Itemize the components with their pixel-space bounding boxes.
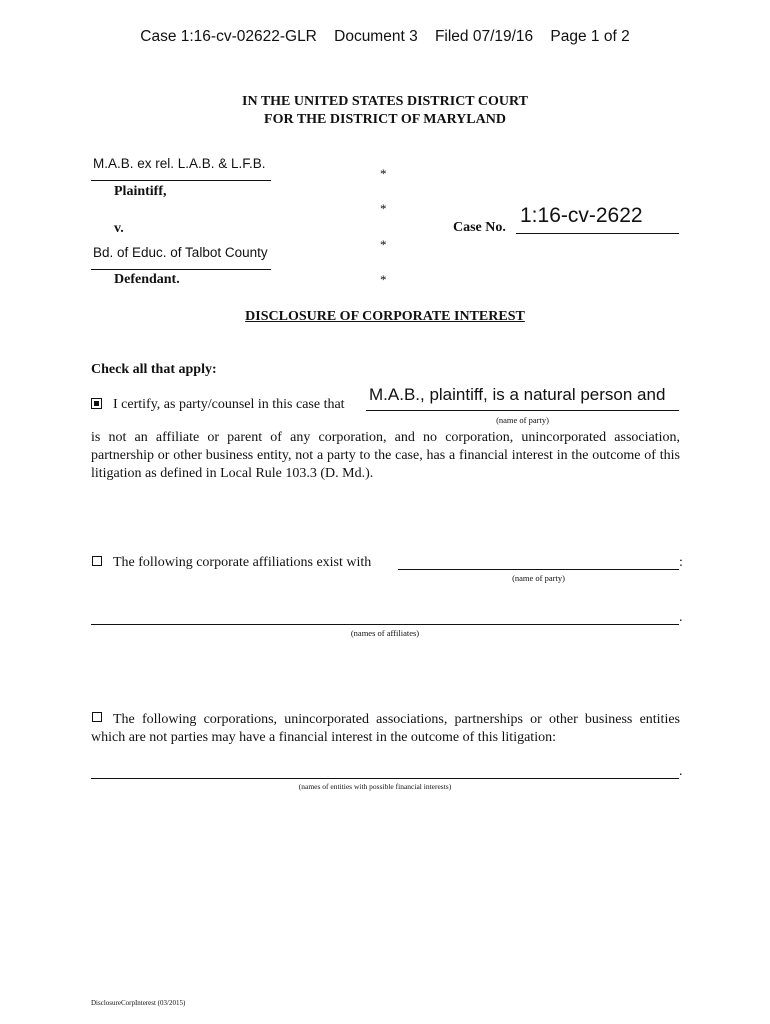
option2-affiliates-caption: (names of affiliates) bbox=[350, 628, 420, 638]
option2-affiliates-field[interactable] bbox=[91, 606, 679, 623]
option3-entities-field[interactable] bbox=[91, 760, 679, 777]
caption-separator-star: * bbox=[380, 166, 387, 181]
option1-paragraph: is not an affiliate or parent of any corporation, and no corporation, unincorporated association, partnership or other business entity, not a party to the case, has a financial interest in the outcome of this litigation as defined in Local Rule 103.3 (D. Md.). bbox=[91, 430, 680, 481]
option2-colon: : bbox=[679, 555, 683, 570]
form-footer-id: DisclosureCorpInterest (03/2015) bbox=[91, 999, 186, 1007]
case-number-underline bbox=[516, 233, 679, 234]
check-all-heading: Check all that apply: bbox=[91, 362, 217, 377]
option1-statement: I certify, as party/counsel in this case that bbox=[113, 397, 345, 412]
document-title: DISCLOSURE OF CORPORATE INTEREST bbox=[245, 309, 525, 324]
option2-party-field[interactable] bbox=[398, 552, 678, 569]
plaintiff-label: Plaintiff, bbox=[114, 184, 167, 199]
option3-entities-caption: (names of entities with possible financial interests) bbox=[298, 782, 452, 791]
court-name-line1: IN THE UNITED STATES DISTRICT COURT bbox=[242, 94, 528, 109]
option2-statement: The following corporate affiliations exist with bbox=[113, 555, 372, 570]
case-header bbox=[0, 28, 770, 46]
option3-entities-underline bbox=[91, 778, 679, 779]
header-document: Document 3 bbox=[334, 28, 418, 45]
plaintiff-name-field[interactable]: M.A.B. ex rel. L.A.B. & L.F.B. bbox=[93, 156, 266, 171]
defendant-label: Defendant. bbox=[114, 272, 180, 287]
header-page: Page 1 of 2 bbox=[550, 28, 630, 45]
defendant-name-underline bbox=[91, 269, 271, 270]
option3-period: . bbox=[679, 764, 683, 779]
option1-checkbox[interactable] bbox=[91, 398, 102, 409]
header-case-number: Case 1:16-cv-02622-GLR bbox=[140, 28, 317, 45]
case-number-field[interactable]: 1:16-cv-2622 bbox=[520, 204, 643, 227]
case-number-label: Case No. bbox=[453, 220, 506, 235]
option2-affiliates-underline bbox=[91, 624, 679, 625]
versus-label: v. bbox=[114, 221, 124, 236]
option1-party-field[interactable]: M.A.B., plaintiff, is a natural person and bbox=[369, 385, 666, 404]
option2-party-underline bbox=[398, 569, 679, 570]
option2-checkbox[interactable] bbox=[92, 556, 102, 566]
caption-separator-star: * bbox=[380, 237, 387, 252]
court-name-line2: FOR THE DISTRICT OF MARYLAND bbox=[264, 112, 506, 127]
option2-period: . bbox=[679, 610, 683, 625]
defendant-name-field[interactable]: Bd. of Educ. of Talbot County bbox=[93, 245, 268, 260]
option1-party-underline bbox=[366, 410, 679, 411]
option1-party-caption: (name of party) bbox=[496, 415, 549, 425]
caption-separator-star: * bbox=[380, 201, 387, 216]
plaintiff-name-underline bbox=[91, 180, 271, 181]
caption-separator-star: * bbox=[380, 272, 387, 287]
header-filed-date: Filed 07/19/16 bbox=[434, 28, 534, 45]
option2-party-caption: (name of party) bbox=[512, 573, 565, 583]
option3-statement: The following corporations, unincorporated associations, partnerships or other business entities which are not parties may have a financial interest in the outcome of this litigation: bbox=[91, 712, 680, 745]
